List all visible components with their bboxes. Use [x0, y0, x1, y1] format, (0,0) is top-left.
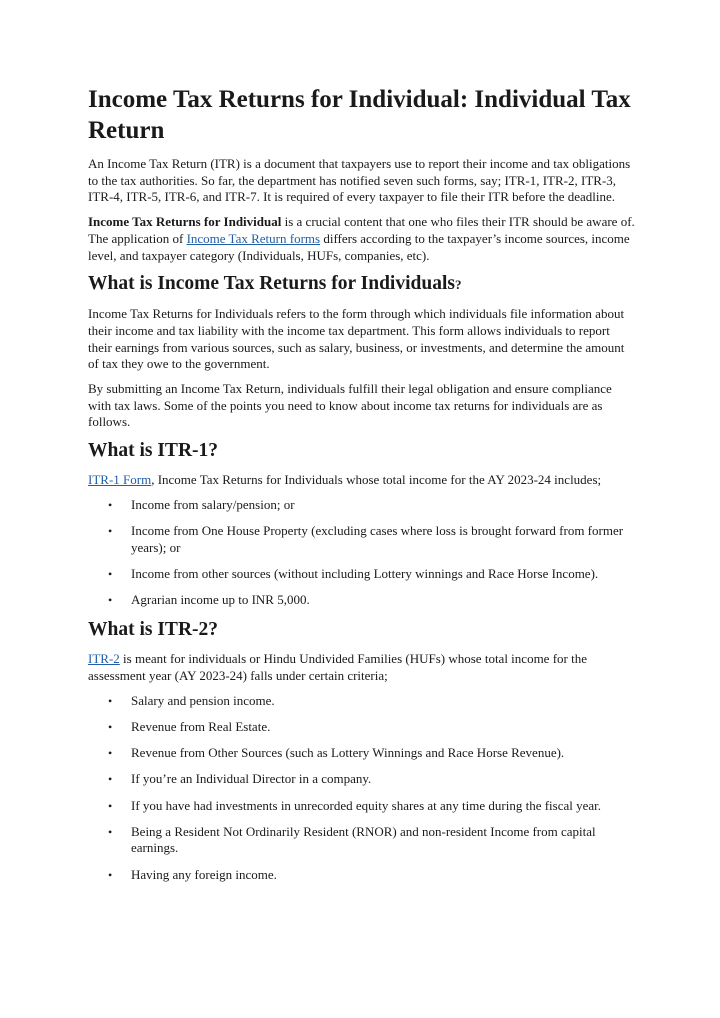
section-heading-itr1: What is ITR-1?	[88, 440, 219, 462]
list-item-text: If you’re an Individual Director in a company.	[131, 771, 372, 787]
itr1-intro	[88, 472, 636, 489]
list-item	[88, 592, 636, 609]
bullet-icon: •	[108, 719, 113, 734]
list-item	[88, 566, 636, 583]
article	[88, 84, 636, 893]
itr1-form-link[interactable]: ITR-1 Form	[88, 472, 152, 488]
list-item-text: Income from salary/pension; or	[131, 496, 295, 512]
list-item-text: If you have had investments in unrecorded equity shares at any time during the fiscal year.	[131, 797, 602, 813]
list-item-text: Income from other sources (without including Lottery winnings and Race Horse Income).	[131, 565, 599, 581]
itr1-intro-text: , Income Tax Returns for Individuals whose total income for the AY 2023-24 includes;	[151, 472, 602, 488]
list-item	[88, 693, 636, 710]
list-item	[88, 824, 636, 857]
heading-text: What is Income Tax Returns for Individuals	[88, 273, 455, 295]
bullet-icon: •	[108, 798, 113, 813]
bullet-icon: •	[108, 593, 113, 608]
bold-term: Income Tax Returns for Individual	[88, 214, 282, 230]
section-heading-itr2: What is ITR-2?	[88, 619, 219, 641]
income-tax-return-forms-link[interactable]: Income Tax Return forms	[186, 230, 321, 246]
section-heading-what-is	[88, 272, 636, 297]
list-item-text: Having any foreign income.	[131, 866, 277, 882]
list-item-text: Agrarian income up to INR 5,000.	[131, 592, 310, 608]
list-item-text: Income from One House Property (excluding cases where loss is brought forward from former years); or	[131, 523, 624, 555]
list-item	[88, 867, 636, 884]
bullet-icon: •	[108, 693, 113, 708]
itr2-list	[88, 693, 636, 884]
list-item-text: Revenue from Real Estate.	[131, 718, 271, 734]
bullet-icon: •	[108, 497, 113, 512]
itr1-list	[88, 497, 636, 609]
heading-question-mark: ?	[454, 277, 462, 293]
list-item	[88, 798, 636, 815]
list-item-text: Being a Resident Not Ordinarily Resident (RNOR) and non-resident Income from capital earnings.	[131, 823, 596, 856]
list-item	[88, 745, 636, 762]
list-item-text: Salary and pension income.	[131, 692, 275, 708]
section-paragraph: By submitting an Income Tax Return, individuals fulfill their legal obligation and ensure compliance with tax laws. Some of the points you need to know about income tax returns for individuals are as follows.	[88, 381, 612, 430]
itr2-intro	[88, 651, 636, 684]
itr2-intro-text: is meant for individuals or Hindu Undivided Families (HUFs) whose total income for the assessment year (AY 2023-24) falls under certain criteria;	[88, 651, 587, 684]
bullet-icon: •	[108, 772, 113, 787]
list-item	[88, 719, 636, 736]
page-title: Income Tax Returns for Individual: Individual Tax Return	[88, 86, 631, 144]
bullet-icon: •	[108, 867, 113, 882]
section-paragraph: Income Tax Returns for Individuals refers to the form through which individuals file information about their income and tax liability with the income tax department. This form allows individuals to report their earnings from various sources, such as salary, business, or investments, and determine the amount of tax they owe to the government.	[88, 306, 625, 372]
intro-paragraph-2	[88, 214, 636, 264]
list-item	[88, 771, 636, 788]
itr2-link[interactable]: ITR-2	[88, 651, 120, 667]
bullet-icon: •	[108, 746, 113, 761]
bullet-icon: •	[108, 824, 113, 839]
bullet-icon: •	[108, 566, 113, 581]
bullet-icon: •	[108, 524, 113, 539]
intro-text: is a crucial content that one who files their ITR should be aware of. The application of	[88, 214, 635, 246]
list-item	[88, 497, 636, 514]
list-item	[88, 523, 636, 556]
list-item-text: Revenue from Other Sources (such as Lottery Winnings and Race Horse Revenue).	[131, 745, 565, 761]
intro-paragraph: An Income Tax Return (ITR) is a document that taxpayers use to report their income and tax obligations to the tax authorities. So far, the department has notified seven such forms, say; ITR-1, ITR-2, ITR-3, ITR-4, ITR-5, ITR-6, and ITR-7. It is required of every taxpayer to file their ITR before the deadline.	[88, 156, 631, 205]
intro-text: differs according to the taxpayer’s income sources, income level, and taxpayer category (Individuals, HUFs, companies, etc).	[88, 230, 630, 263]
